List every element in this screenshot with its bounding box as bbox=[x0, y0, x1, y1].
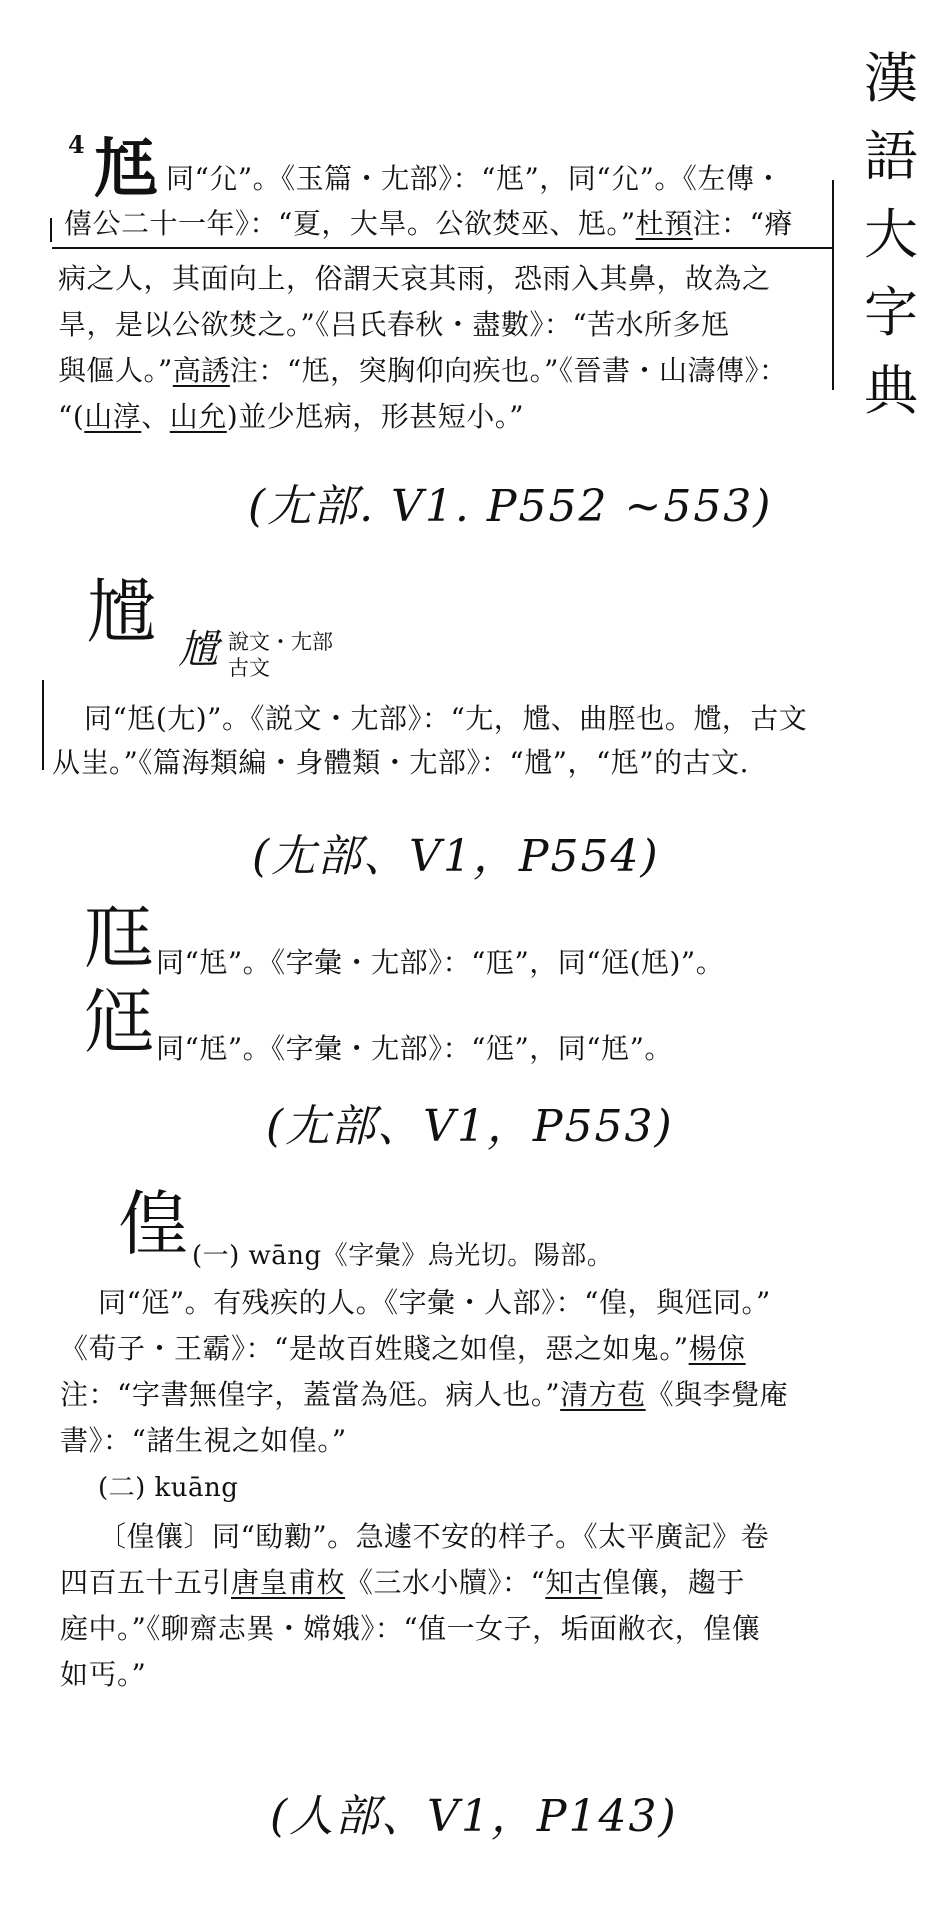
person-name: 山允 bbox=[169, 400, 227, 433]
entry-line: 同“尪”。《字彙・尢部》：“尫”，同“尩(尪)”。 bbox=[156, 946, 725, 979]
handwritten-reference: (尢部、V1，P553) bbox=[266, 1101, 674, 1152]
person-name: 山淳 bbox=[84, 400, 142, 433]
text-segment: 偟儴，趨于 bbox=[602, 1566, 745, 1599]
entry-line bbox=[64, 203, 793, 244]
dictionary-title bbox=[856, 40, 926, 430]
entry-headword: 偟 bbox=[118, 1183, 188, 1265]
margin-mark bbox=[50, 218, 52, 242]
entry-line: 同“尣”。《玉篇・尢部》：“尪”，同“尣”。《左傳・ bbox=[166, 162, 783, 195]
entry-line: 同“尪(尢)”。《説文・尢部》：“尢，尳、曲脛也。尳，古文 bbox=[84, 702, 808, 735]
title-char: 字 bbox=[864, 281, 918, 344]
underline-rule bbox=[52, 247, 832, 249]
text-segment: 注：“字書無偟字，蓋當為尩。病人也。” bbox=[60, 1378, 561, 1411]
entry-line: 〔偟儴〕同“劻勷”。急遽不安的样子。《太平廣記》卷 bbox=[98, 1520, 770, 1553]
text-segment: )並少尪病，形甚短小。” bbox=[226, 400, 525, 433]
entry-headword: 尳 bbox=[86, 571, 156, 653]
entry-line: 同“尪”。《字彙・尢部》：“尩”，同“尪”。 bbox=[156, 1032, 673, 1065]
text-segment: 與傴人。” bbox=[58, 354, 173, 387]
entry-line bbox=[60, 1562, 745, 1603]
person-name: 皇甫枚 bbox=[259, 1566, 346, 1599]
title-char: 漢 bbox=[864, 47, 918, 110]
entry-headword: 尩 bbox=[84, 981, 154, 1063]
entry-line: 旱，是以公欲焚之。”《吕氏春秋・盡數》：“苦水所多尪 bbox=[58, 308, 730, 341]
person-name: 唐 bbox=[231, 1566, 260, 1599]
handwritten-reference: (尢部. V1. P552 ~553) bbox=[248, 481, 773, 532]
entry-line bbox=[58, 350, 787, 391]
source-label: 說文・尢部 bbox=[228, 630, 333, 654]
text-segment: 、 bbox=[141, 400, 170, 433]
entry-line: 病之人，其面向上，俗謂天哀其雨，恐雨入其鼻，故為之 bbox=[58, 262, 771, 295]
person-name: 知古 bbox=[545, 1566, 603, 1599]
source-label: 古文 bbox=[228, 656, 270, 680]
margin-mark bbox=[832, 180, 834, 390]
text-segment: 《荀子・王霸》：“是故百姓賤之如偟，惡之如鬼。” bbox=[60, 1332, 689, 1365]
title-char: 大 bbox=[864, 203, 918, 266]
ancient-form: 尳 bbox=[178, 627, 218, 673]
margin-mark bbox=[42, 680, 44, 770]
entry-line: 同“尩”。有残疾的人。《字彙・人部》：“偟，與尩同。” bbox=[98, 1286, 771, 1319]
entry-line bbox=[60, 1328, 746, 1369]
handwritten-reference: (人部、V1，P143) bbox=[270, 1791, 678, 1842]
entry-headword: 尪 bbox=[94, 132, 158, 207]
person-name: 清方苞 bbox=[560, 1378, 646, 1411]
person-name: 楊倞 bbox=[688, 1332, 746, 1365]
text-segment: 注：“瘠 bbox=[692, 207, 793, 240]
entry-headword: 尫 bbox=[84, 896, 154, 978]
reading-heading: (二) kuāng bbox=[98, 1473, 239, 1503]
entry-line: 庭中。”《聊齋志異・嫦娥》：“值一女子，垢面敝衣，偟儴 bbox=[60, 1612, 761, 1645]
text-segment: 注：“尪，突胸仰向疾也。”《晉書・山濤傳》： bbox=[229, 354, 788, 387]
text-segment: “( bbox=[58, 400, 85, 433]
person-name: 杜預 bbox=[635, 207, 693, 240]
entry-line: 从㞷。”《篇海類編・身體類・尢部》：“尳”，“尪”的古文. bbox=[52, 746, 749, 779]
handwritten-reference: (尢部、V1，P554) bbox=[252, 831, 660, 882]
reading-heading: (一) wāng《字彙》烏光切。陽部。 bbox=[192, 1241, 614, 1271]
text-segment: 《三水小牘》：“ bbox=[345, 1566, 546, 1599]
entry-superscript: 4 bbox=[68, 130, 85, 159]
text-segment: 《與李覺庵 bbox=[645, 1378, 789, 1411]
text-segment: 僖公二十一年》：“夏，大旱。公欲焚巫、尪。” bbox=[64, 207, 636, 240]
title-char: 語 bbox=[864, 125, 918, 188]
text-segment: 四百五十五引 bbox=[60, 1566, 232, 1599]
entry-line bbox=[58, 396, 524, 437]
title-char: 典 bbox=[864, 359, 918, 422]
entry-line: 如丐。” bbox=[60, 1658, 147, 1691]
entry-line bbox=[60, 1374, 788, 1415]
person-name: 高誘 bbox=[172, 354, 230, 387]
entry-line: 書》：“諸生視之如偟。” bbox=[60, 1424, 347, 1457]
